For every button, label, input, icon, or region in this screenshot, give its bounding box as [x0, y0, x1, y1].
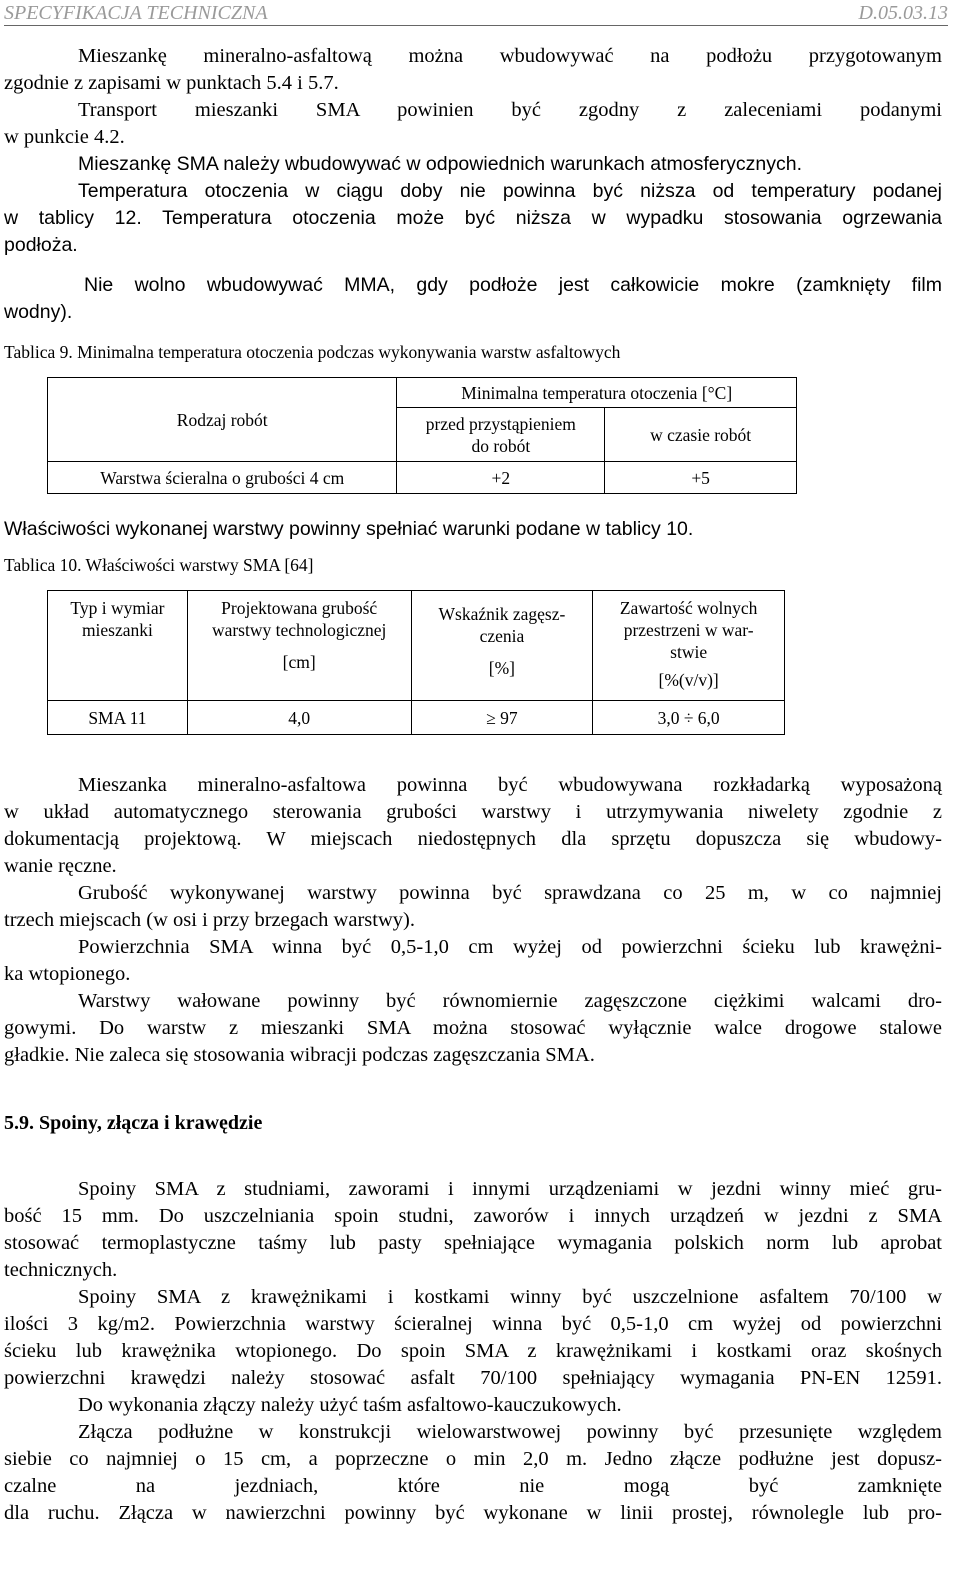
- table9-col-header: Rodzaj robót: [48, 378, 397, 462]
- table10-caption: Tablica 10. Właściwości warstwy SMA [64]: [4, 555, 314, 575]
- body-paragraph: Spoiny SMA z studniami, zaworami i innymi urządzeniami w jezdni winny mieć gru- bość 15 mm. Do uszczelniania spoin studni, zaworów i innych urządzeń w jezdni z SMA stosować termoplastyczne taśmy lub pasty spełniające wymagania polskich norm lub aprobat technicznych.: [4, 1178, 942, 1281]
- table10-header: Typ i wymiar mieszanki: [48, 591, 188, 701]
- header-right: D.05.03.13: [858, 2, 948, 24]
- header-rule: [4, 25, 948, 26]
- table9-cell: Warstwa ścieralna o grubości 4 cm: [48, 462, 397, 494]
- table10-cell: SMA 11: [48, 701, 188, 735]
- table10-cell: 3,0 ÷ 6,0: [593, 701, 785, 735]
- body-paragraph: Do wykonania złączy należy użyć taśm asfaltowo-kauczukowych.: [78, 1394, 622, 1416]
- section-number: 5.9.: [4, 1112, 34, 1134]
- body-paragraph: Warstwy wałowane powinny być równomiernie zagęszczone ciężkimi walcami dro- gowymi. Do warstw z mieszanki SMA można stosować wyłącznie walce drogowe stalowe gładkie. Nie zaleca się stosowania wibracji podczas zagęszczania SMA.: [4, 990, 942, 1066]
- intro-paragraph: Mieszankę mineralno-asfaltową można wbudowywać na podłożu przygotowanym zgodnie z zapisami w punktach 5.4 i 5.7.: [4, 45, 942, 94]
- intro-paragraph: Transport mieszanki SMA powinien być zgodny z zaleceniami podanymi w punkcie 4.2.: [4, 99, 942, 148]
- table9-cell: +5: [605, 462, 797, 494]
- body-paragraph: Złącza podłużne w konstrukcji wielowarstwowej powinny być przesunięte względem siebie co najmniej o 15 cm, a poprzeczne o min 2,0 m. Jedno złącze podłużne jest dopusz- czalne na jezdniach, które nie mogą być zamknięte dla ruchu. Złącza w nawierzchni powinny być wykonane w linii prostej, równolegle lub pro-: [4, 1421, 942, 1524]
- section-title: Spoiny, złącza i krawędzie: [39, 1112, 263, 1134]
- table9-caption: Tablica 9. Minimalna temperatura otoczenia podczas wykonywania warstw asfaltowych: [4, 342, 621, 362]
- body-paragraph: Mieszanka mineralno-asfaltowa powinna być wbudowywana rozkładarką wyposażoną w układ automatycznego sterowania grubości warstwy i utrzymywania niwelety zgodnie z dokumentacją projektową. W miejscach niedostępnych dla sprzętu dopuszcza się wbudowy- wanie ręczne.: [4, 774, 942, 877]
- table9: [47, 377, 797, 494]
- body-paragraph: Powierzchnia SMA winna być 0,5-1,0 cm wyżej od powierzchni ścieku lub krawężni- ka wtopionego.: [4, 936, 942, 985]
- table10-header: Wskaźnik zagęsz- czenia [%]: [411, 591, 593, 701]
- table9-sub-header: przed przystąpieniem do robót: [397, 408, 605, 462]
- table10-header: Zawartość wolnych przestrzeni w war- stwie [%(v/v)]: [593, 591, 785, 701]
- body-paragraph: Grubość wykonywanej warstwy powinna być sprawdzana co 25 m, w co najmniej trzech miejscach (w osi i przy brzegach warstwy).: [4, 882, 942, 931]
- table9-cell: +2: [397, 462, 605, 494]
- table9-sub-header: w czasie robót: [605, 408, 797, 462]
- intro-paragraph: Nie wolno wbudowywać MMA, gdy podłoże jest całkowicie mokre (zamknięty film wodny).: [4, 274, 942, 323]
- section-heading: [4, 1112, 262, 1135]
- table10-cell: 4,0: [187, 701, 411, 735]
- header-left: SPECYFIKACJA TECHNICZNA: [4, 2, 268, 24]
- table10-cell: ≥ 97: [411, 701, 593, 735]
- intro-paragraph: Mieszankę SMA należy wbudowywać w odpowiednich warunkach atmosferycznych.: [78, 153, 803, 175]
- table10-note: Właściwości wykonanej warstwy powinny spełniać warunki podane w tablicy 10.: [4, 518, 694, 540]
- body-paragraph: Spoiny SMA z krawężnikami i kostkami winny być uszczelnione asfaltem 70/100 w ilości 3 kg/m2. Powierzchnia warstwy ścieralnej winna być 0,5-1,0 cm wyżej od powierzchni ścieku lub krawężnika wtopionego. Do spoin SMA z krawężnikami i kostkami oraz skośnych powierzchni krawędzi należy stosować asfalt 70/100 spełniający wymagania PN-EN 12591.: [4, 1286, 942, 1389]
- table10: [47, 590, 785, 735]
- table9-group-header: Minimalna temperatura otoczenia [°C]: [397, 378, 797, 408]
- intro-paragraph: Temperatura otoczenia w ciągu doby nie powinna być niższa od temperatury podanej w tablicy 12. Temperatura otoczenia może być niższa w wypadku stosowania ogrzewania podłoża.: [4, 180, 942, 256]
- table10-header: Projektowana grubość warstwy technologicznej [cm]: [187, 591, 411, 701]
